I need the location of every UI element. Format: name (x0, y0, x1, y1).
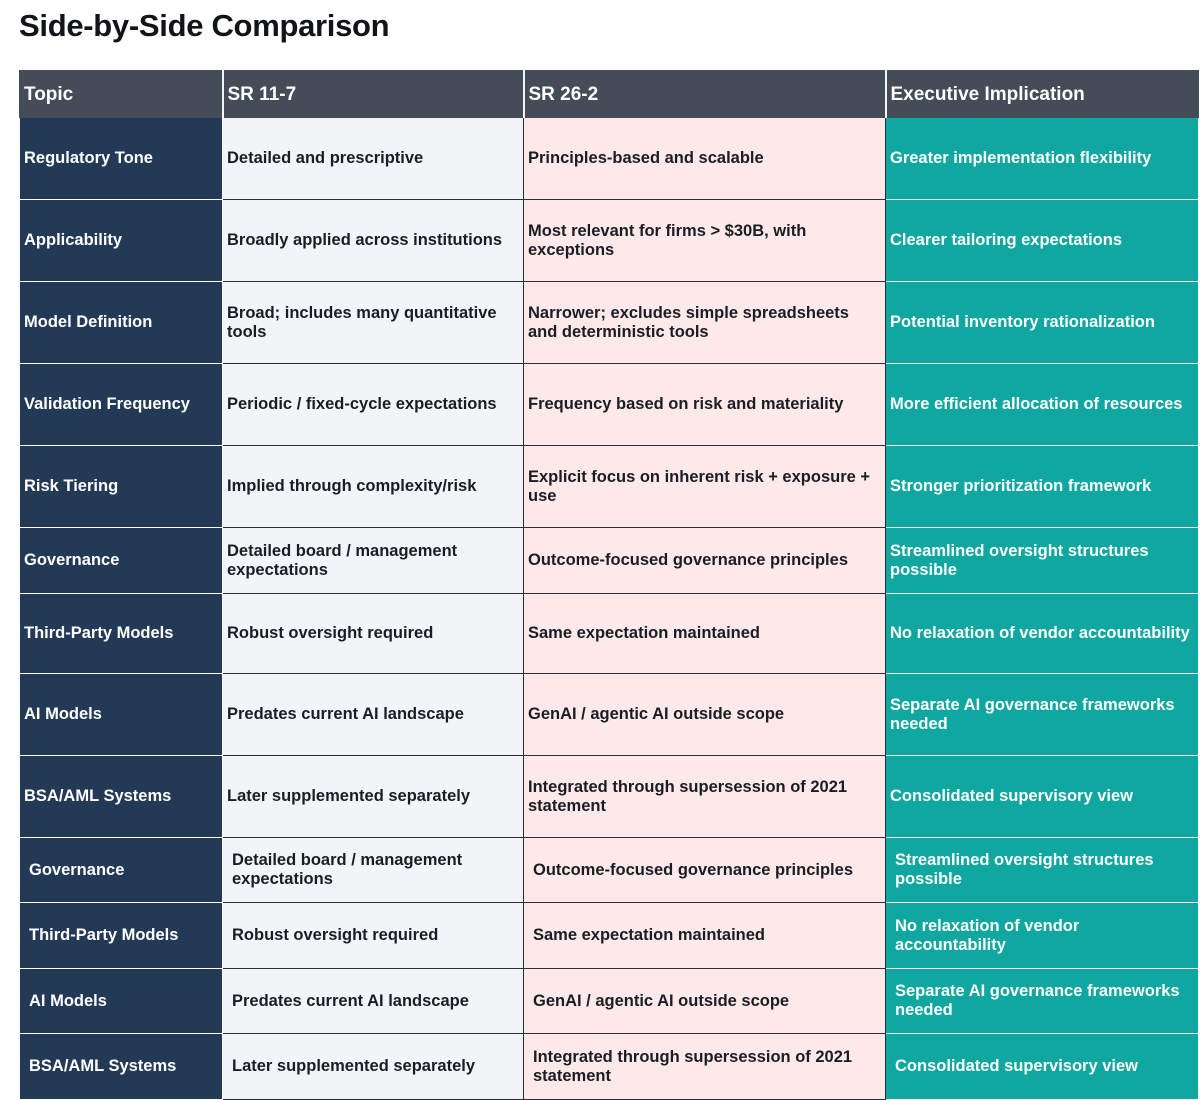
sr-11-7-cell: Periodic / fixed-cycle expectations (223, 364, 524, 446)
table-row (20, 446, 1199, 528)
column-header-sr-26-2: SR 26-2 (524, 71, 886, 118)
topic-cell: Applicability (20, 200, 223, 282)
sr-11-7-cell: Implied through complexity/risk (223, 446, 524, 528)
table-row (20, 903, 1199, 969)
topic-cell: Validation Frequency (20, 364, 223, 446)
topic-cell: Model Definition (20, 282, 223, 364)
executive-implication-cell: Greater implementation flexibility (886, 118, 1199, 200)
sr-26-2-cell: Same expectation maintained (524, 594, 886, 674)
page-title: Side-by-Side Comparison (19, 8, 390, 43)
executive-implication-cell: Potential inventory rationalization (886, 282, 1199, 364)
sr-26-2-cell: GenAI / agentic AI outside scope (524, 674, 886, 756)
table-row (20, 1034, 1199, 1100)
sr-11-7-cell: Robust oversight required (223, 903, 524, 969)
topic-cell: AI Models (20, 674, 223, 756)
table-row (20, 528, 1199, 594)
executive-implication-cell: Streamlined oversight structures possible (886, 528, 1199, 594)
topic-cell: Third-Party Models (20, 594, 223, 674)
executive-implication-cell: No relaxation of vendor accountability (886, 903, 1199, 969)
table-row (20, 282, 1199, 364)
topic-cell: Regulatory Tone (20, 118, 223, 200)
sr-11-7-cell: Later supplemented separately (223, 1034, 524, 1100)
sr-26-2-cell: Same expectation maintained (524, 903, 886, 969)
table-row (20, 594, 1199, 674)
sr-11-7-cell: Detailed board / management expectations (223, 838, 524, 903)
sr-26-2-cell: Narrower; excludes simple spreadsheets and deterministic tools (524, 282, 886, 364)
topic-cell: Governance (20, 528, 223, 594)
sr-26-2-cell: Frequency based on risk and materiality (524, 364, 886, 446)
table-row (20, 838, 1199, 903)
executive-implication-cell: Streamlined oversight structures possible (886, 838, 1199, 903)
executive-implication-cell: Separate AI governance frameworks needed (886, 674, 1199, 756)
executive-implication-cell: Stronger prioritization framework (886, 446, 1199, 528)
sr-26-2-cell: Explicit focus on inherent risk + exposure + use (524, 446, 886, 528)
table-header-row (20, 71, 1199, 118)
column-header-executive-implication: Executive Implication (886, 71, 1199, 118)
table-row (20, 118, 1199, 200)
sr-11-7-cell: Broad; includes many quantitative tools (223, 282, 524, 364)
sr-26-2-cell: GenAI / agentic AI outside scope (524, 969, 886, 1034)
topic-cell: BSA/AML Systems (20, 756, 223, 838)
sr-26-2-cell: Outcome-focused governance principles (524, 528, 886, 594)
topic-cell: AI Models (20, 969, 223, 1034)
topic-cell: Risk Tiering (20, 446, 223, 528)
sr-26-2-cell: Integrated through supersession of 2021 statement (524, 756, 886, 838)
table-row (20, 756, 1199, 838)
topic-cell: Third-Party Models (20, 903, 223, 969)
sr-11-7-cell: Robust oversight required (223, 594, 524, 674)
sr-26-2-cell: Most relevant for firms > $30B, with exceptions (524, 200, 886, 282)
table-row (20, 674, 1199, 756)
sr-11-7-cell: Broadly applied across institutions (223, 200, 524, 282)
sr-26-2-cell: Principles-based and scalable (524, 118, 886, 200)
executive-implication-cell: More efficient allocation of resources (886, 364, 1199, 446)
executive-implication-cell: No relaxation of vendor accountability (886, 594, 1199, 674)
executive-implication-cell: Clearer tailoring expectations (886, 200, 1199, 282)
sr-11-7-cell: Later supplemented separately (223, 756, 524, 838)
column-header-sr-11-7: SR 11-7 (223, 71, 524, 118)
table-row (20, 969, 1199, 1034)
topic-cell: Governance (20, 838, 223, 903)
executive-implication-cell: Consolidated supervisory view (886, 1034, 1199, 1100)
sr-11-7-cell: Predates current AI landscape (223, 674, 524, 756)
sr-11-7-cell: Detailed board / management expectations (223, 528, 524, 594)
sr-11-7-cell: Predates current AI landscape (223, 969, 524, 1034)
table-body (20, 118, 1199, 1100)
sr-26-2-cell: Integrated through supersession of 2021 statement (524, 1034, 886, 1100)
table-row (20, 364, 1199, 446)
topic-cell: BSA/AML Systems (20, 1034, 223, 1100)
comparison-table (19, 70, 1199, 1100)
sr-26-2-cell: Outcome-focused governance principles (524, 838, 886, 903)
executive-implication-cell: Separate AI governance frameworks needed (886, 969, 1199, 1034)
column-header-topic: Topic (20, 71, 223, 118)
executive-implication-cell: Consolidated supervisory view (886, 756, 1199, 838)
sr-11-7-cell: Detailed and prescriptive (223, 118, 524, 200)
table-row (20, 200, 1199, 282)
